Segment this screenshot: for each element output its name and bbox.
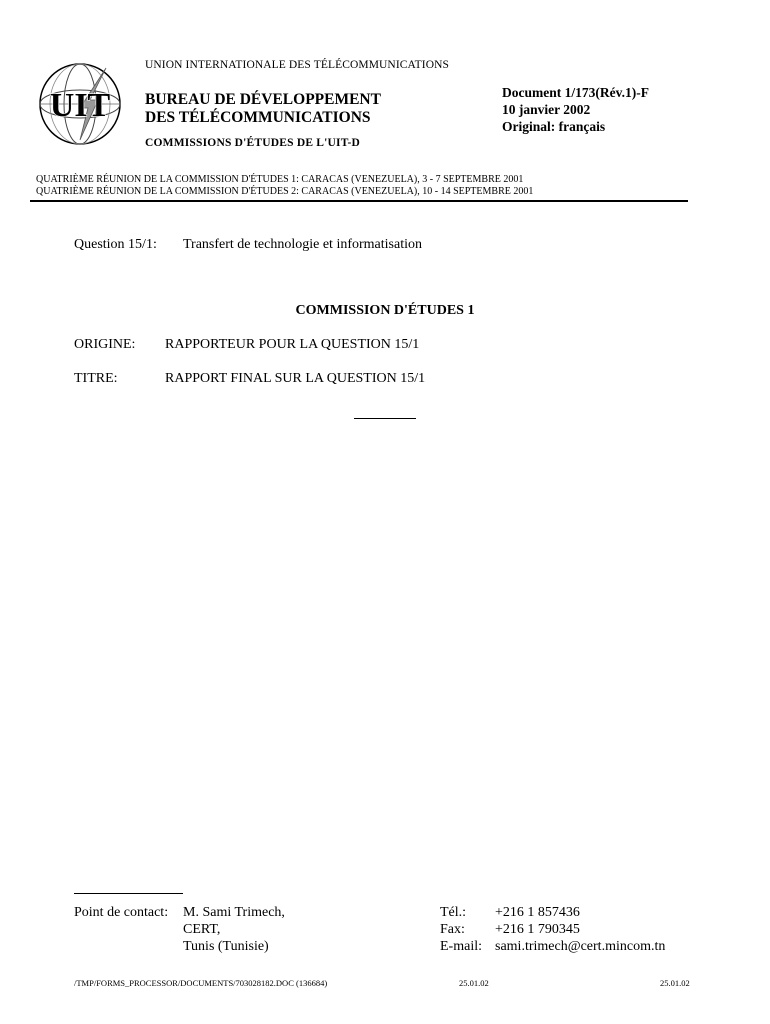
footer-path: /TMP/FORMS_PROCESSOR/DOCUMENTS/703028182.DOC (136684) bbox=[74, 978, 328, 988]
title-separator bbox=[354, 418, 416, 419]
fax-line bbox=[440, 921, 665, 938]
email-line bbox=[440, 938, 665, 955]
itu-logo-graphic bbox=[36, 60, 124, 148]
question-line bbox=[74, 237, 422, 253]
tel-label: Tél.: bbox=[440, 905, 467, 920]
footnote-divider bbox=[74, 893, 183, 894]
origine-label: ORIGINE: bbox=[74, 337, 136, 352]
document-original: Original: français bbox=[502, 119, 606, 134]
document-date: 10 janvier 2002 bbox=[502, 102, 591, 117]
fax-label: Fax: bbox=[440, 922, 465, 937]
contact-details bbox=[183, 904, 285, 955]
titre-line bbox=[74, 371, 426, 387]
titre-label: TITRE: bbox=[74, 371, 118, 386]
titre-value: RAPPORT FINAL SUR LA QUESTION 15/1 bbox=[165, 371, 426, 386]
bureau-line-2: DES TÉLÉCOMMUNICATIONS bbox=[145, 109, 371, 126]
meeting-lines bbox=[36, 174, 533, 198]
email-link[interactable]: sami.trimech@cert.mincom.tn bbox=[495, 939, 666, 954]
bureau-line-1: BUREAU DE DÉVELOPPEMENT bbox=[145, 91, 381, 108]
meeting-line-2: QUATRIÈME RÉUNION DE LA COMMISSION D'ÉTUDES 2: CARACAS (VENEZUELA), 10 - 14 SEPTEMBRE 2001 bbox=[36, 186, 534, 197]
fax-value: +216 1 790345 bbox=[495, 922, 580, 937]
contact-city: Tunis (Tunisie) bbox=[183, 939, 269, 954]
tel-line bbox=[440, 904, 665, 921]
question-value: Transfert de technologie et informatisation bbox=[183, 237, 422, 252]
contact-org: CERT, bbox=[183, 922, 221, 937]
footer-date-2: 25.01.02 bbox=[660, 978, 690, 988]
footer-date-1: 25.01.02 bbox=[459, 978, 489, 988]
question-label: Question 15/1: bbox=[74, 237, 157, 252]
itu-logo bbox=[36, 60, 124, 148]
document-info bbox=[502, 84, 649, 135]
logo-text: UIT bbox=[49, 87, 111, 124]
contact-numbers bbox=[440, 904, 665, 955]
origine-value: RAPPORTEUR POUR LA QUESTION 15/1 bbox=[165, 337, 420, 352]
document-number: Document 1/173(Rév.1)-F bbox=[502, 85, 649, 100]
union-title: UNION INTERNATIONALE DES TÉLÉCOMMUNICATIONS bbox=[145, 59, 450, 71]
meeting-line-1: QUATRIÈME RÉUNION DE LA COMMISSION D'ÉTUDES 1: CARACAS (VENEZUELA), 3 - 7 SEPTEMBRE 2001 bbox=[36, 174, 524, 185]
bureau-title bbox=[145, 91, 381, 127]
contact-label: Point de contact: bbox=[74, 905, 169, 920]
contact-name: M. Sami Trimech, bbox=[183, 905, 285, 920]
header-divider bbox=[30, 200, 688, 202]
commissions-title: COMMISSIONS D'ÉTUDES DE L'UIT-D bbox=[145, 137, 361, 149]
origine-line bbox=[74, 337, 420, 353]
email-label: E-mail: bbox=[440, 939, 482, 954]
tel-value: +216 1 857436 bbox=[495, 905, 580, 920]
contact-block bbox=[74, 904, 285, 954]
commission-title: COMMISSION D'ÉTUDES 1 bbox=[295, 303, 475, 318]
